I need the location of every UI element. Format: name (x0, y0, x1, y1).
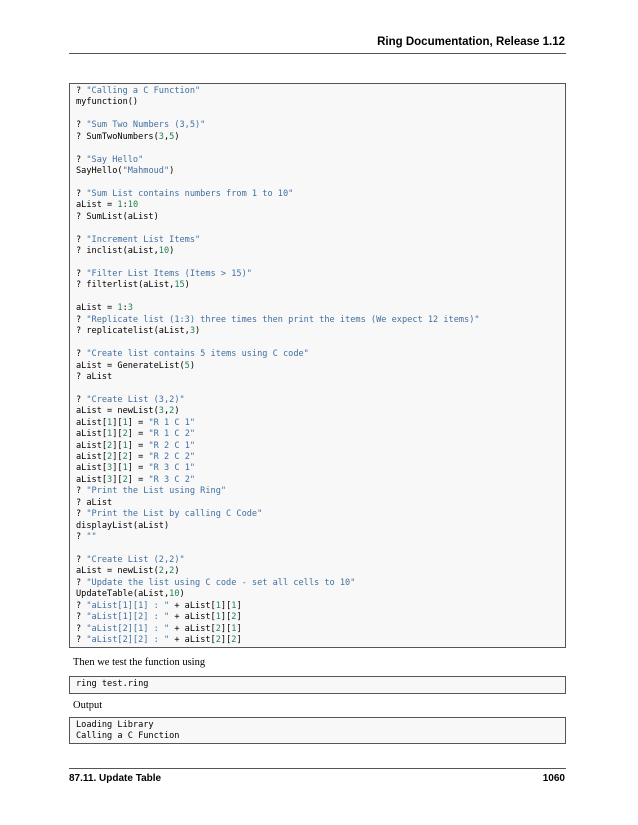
code-token: ][ (220, 623, 232, 634)
code-token: "Sum Two Numbers (3,5)" (86, 120, 206, 131)
code-token: ? aList (76, 371, 113, 382)
code-line (76, 86, 559, 97)
code-token: ][ (112, 440, 123, 451)
code-token: "R 2 C 2" (148, 452, 196, 462)
code-line (76, 566, 559, 577)
code-line (76, 235, 559, 246)
code-token: 1 (122, 440, 128, 451)
code-line (76, 624, 559, 635)
code-token: ? (76, 314, 87, 325)
code-token: 2 (122, 474, 128, 485)
code-block-output (69, 717, 566, 744)
code-token: : (122, 303, 128, 314)
code-token: 2 (158, 566, 164, 577)
code-token: ? SumTwoNumbers( (76, 131, 159, 142)
code-line (76, 349, 559, 360)
code-line (76, 463, 559, 474)
code-line (76, 109, 559, 120)
code-line (76, 132, 559, 143)
code-token: ? (76, 554, 87, 565)
code-token: ] = (127, 474, 149, 485)
code-token: myfunction() (76, 97, 139, 108)
code-line (76, 326, 559, 337)
code-token: ? (76, 394, 87, 405)
code-token: 3 (158, 406, 164, 417)
code-token: ? (76, 86, 87, 96)
code-line (76, 486, 559, 497)
code-line (76, 612, 559, 623)
code-token: 1 (122, 417, 128, 428)
code-line (76, 509, 559, 520)
code-token: "Replicate list (1:3) three times then print the items (We expect 12 items)" (86, 314, 480, 325)
code-token: 1 (107, 429, 113, 440)
code-token: "Create list contains 5 items using C code" (86, 349, 309, 360)
code-token: ] = (127, 440, 149, 451)
code-token: ) (179, 589, 185, 600)
code-line (76, 97, 559, 108)
code-block-main (69, 83, 566, 648)
code-line (76, 143, 559, 154)
code-token: Calling a C Function (76, 731, 180, 742)
code-token: ][ (112, 474, 123, 485)
code-line (76, 720, 559, 731)
code-token: + aList[ (169, 612, 216, 623)
code-token: ring test.ring (76, 679, 149, 689)
code-token: ) (189, 360, 196, 371)
code-token: ) (174, 406, 180, 417)
code-token: aList[ (76, 429, 108, 440)
code-token: 2 (107, 440, 113, 451)
code-token: "R 3 C 2" (148, 474, 196, 485)
code-token: + aList[ (169, 635, 216, 645)
footer-rule (69, 768, 566, 769)
code-line (76, 475, 559, 486)
code-token: ] (236, 635, 242, 645)
code-line (76, 212, 559, 223)
code-token: "Say Hello" (86, 154, 144, 165)
code-token: 3 (107, 474, 113, 485)
code-token: : (122, 200, 128, 211)
code-line (76, 441, 559, 452)
code-token: "Mahmoud" (122, 166, 170, 177)
code-token: ][ (112, 452, 123, 462)
code-line (76, 406, 559, 417)
code-token: "R 3 C 1" (148, 463, 196, 474)
code-token: ? (76, 600, 87, 611)
code-token: ? SumList(aList) (76, 211, 159, 222)
code-token: 2 (215, 623, 221, 634)
code-token: ? (76, 612, 87, 623)
code-token: 15 (174, 280, 185, 291)
code-token: "R 1 C 1" (148, 417, 196, 428)
code-token: 1 (107, 417, 113, 428)
code-token: ) (169, 166, 175, 177)
code-line (76, 452, 559, 463)
code-line (76, 280, 559, 291)
code-token: 2 (169, 566, 175, 577)
code-token: "aList[1][2] : " (86, 612, 170, 623)
code-token: "Calling a C Function" (86, 86, 201, 96)
code-line (76, 258, 559, 269)
code-token: ? replicatelist(aList, (76, 326, 190, 337)
code-token: ] = (127, 452, 149, 462)
code-line (76, 292, 559, 303)
code-line (76, 532, 559, 543)
code-token: "Print the List using Ring" (86, 486, 227, 497)
code-token: ? (76, 623, 87, 634)
code-token: UpdateTable(aList, (76, 589, 170, 600)
code-line (76, 246, 559, 257)
code-line (76, 155, 559, 166)
code-token: aList[ (76, 463, 108, 474)
code-token: ? (76, 269, 87, 279)
code-token: aList = (76, 303, 118, 314)
code-line (76, 372, 559, 383)
code-token: , (163, 131, 170, 142)
paragraph-output-label: Output (73, 700, 103, 711)
code-token: ? (76, 509, 87, 520)
code-token: ) (195, 326, 201, 337)
code-token: 2 (122, 452, 128, 462)
code-token: 1 (122, 463, 128, 474)
code-token: 2 (215, 635, 221, 645)
code-token: "Sum List contains numbers from 1 to 10" (86, 188, 294, 199)
code-block-command (69, 676, 566, 694)
code-token: aList[ (76, 452, 108, 462)
code-token: ? aList (76, 497, 113, 508)
page-header-title: Ring Documentation, Release 1.12 (377, 36, 565, 48)
code-token: ? filterlist(aList, (76, 280, 175, 291)
code-token: SayHello( (76, 166, 123, 177)
code-line (76, 555, 559, 566)
code-token: ) (169, 246, 175, 257)
code-token: ] (236, 600, 242, 611)
code-line (76, 544, 559, 555)
code-token: 5 (184, 360, 190, 371)
code-token: , (163, 566, 170, 577)
code-token: 2 (169, 406, 175, 417)
code-token: ] (236, 623, 242, 634)
header-rule (69, 53, 566, 54)
code-token: "Create List (2,2)" (86, 554, 185, 565)
code-token: ? (76, 154, 87, 165)
code-token: ? (76, 635, 87, 645)
code-line (76, 521, 559, 532)
code-token: ] = (127, 417, 149, 428)
code-token: ] (236, 612, 242, 623)
code-line (76, 589, 559, 600)
code-token: "Create List (3,2)" (86, 394, 185, 405)
code-token: 2 (231, 612, 237, 623)
code-token: 1 (215, 612, 221, 623)
code-token: + aList[ (169, 623, 216, 634)
code-token: 1 (231, 600, 237, 611)
code-token: 3 (127, 303, 133, 314)
paragraph-test-intro: Then we test the function using (73, 657, 206, 668)
code-token: "aList[2][2] : " (86, 635, 170, 645)
code-token: ? (76, 486, 87, 497)
code-token: 10 (158, 246, 170, 257)
code-token: ][ (220, 635, 232, 645)
code-token: "aList[1][1] : " (86, 600, 170, 611)
code-line (76, 635, 559, 646)
code-token: ][ (220, 600, 232, 611)
code-line (76, 178, 559, 189)
code-token: Loading Library (76, 720, 154, 730)
code-token: displayList(aList) (76, 520, 170, 531)
code-line (76, 315, 559, 326)
code-line (76, 189, 559, 200)
code-token: + aList[ (169, 600, 216, 611)
code-line (76, 578, 559, 589)
code-token: 2 (231, 635, 237, 645)
code-token: ] = (127, 429, 149, 440)
code-line (76, 418, 559, 429)
code-token: ? (76, 234, 87, 245)
code-line (76, 223, 559, 234)
code-token: 3 (158, 131, 164, 142)
code-token: 3 (107, 463, 113, 474)
code-token: ? (76, 577, 87, 588)
code-token: aList = (76, 200, 118, 211)
code-token: aList[ (76, 440, 108, 451)
code-token: , (163, 406, 170, 417)
code-line (76, 166, 559, 177)
code-token: 2 (122, 429, 128, 440)
code-line (76, 731, 559, 742)
code-line (76, 429, 559, 440)
code-line (76, 338, 559, 349)
code-token: ][ (220, 612, 232, 623)
code-line (76, 120, 559, 131)
code-line (76, 395, 559, 406)
code-token: 1 (117, 200, 123, 211)
code-line (76, 361, 559, 372)
code-token: "Print the List by calling C Code" (86, 509, 263, 520)
footer-section-title: 87.11. Update Table (69, 773, 162, 784)
code-line (76, 200, 559, 211)
code-token: aList[ (76, 417, 108, 428)
code-token: ) (184, 280, 190, 291)
footer-page-number: 1060 (542, 773, 565, 784)
code-token: ? (76, 188, 87, 199)
code-token: aList = GenerateList( (76, 360, 185, 371)
code-token: "Update the list using C code - set all cells to 10" (86, 577, 356, 588)
code-token: "aList[2][1] : " (86, 623, 170, 634)
code-token: 10 (127, 200, 139, 211)
code-token: 2 (107, 452, 113, 462)
code-line (76, 498, 559, 509)
code-token: ][ (112, 417, 123, 428)
code-token: 3 (189, 326, 196, 337)
code-line (76, 679, 559, 690)
code-token: ] = (127, 463, 149, 474)
code-token: ? (76, 532, 87, 543)
code-token: ? inclist(aList, (76, 246, 159, 257)
code-token: ? (76, 349, 87, 360)
code-token: ? (76, 120, 87, 131)
code-token: "Filter List Items (Items > 15)" (86, 269, 252, 279)
code-token: 5 (169, 131, 175, 142)
code-token: "R 1 C 2" (148, 429, 196, 440)
code-token: 1 (117, 303, 123, 314)
code-line (76, 601, 559, 612)
code-token: aList = newList( (76, 406, 159, 417)
code-token: "" (86, 532, 97, 543)
code-token: ][ (112, 429, 123, 440)
code-token: ) (174, 566, 180, 577)
code-token: aList = newList( (76, 566, 159, 577)
code-line (76, 303, 559, 314)
code-token: "R 2 C 1" (148, 440, 196, 451)
code-token: 1 (231, 623, 237, 634)
code-token: "Increment List Items" (86, 234, 201, 245)
code-token: ][ (112, 463, 123, 474)
code-token: ) (174, 131, 180, 142)
code-token: aList[ (76, 474, 108, 485)
code-line (76, 383, 559, 394)
code-line (76, 269, 559, 280)
code-token: 10 (169, 589, 180, 600)
code-token: 1 (215, 600, 221, 611)
